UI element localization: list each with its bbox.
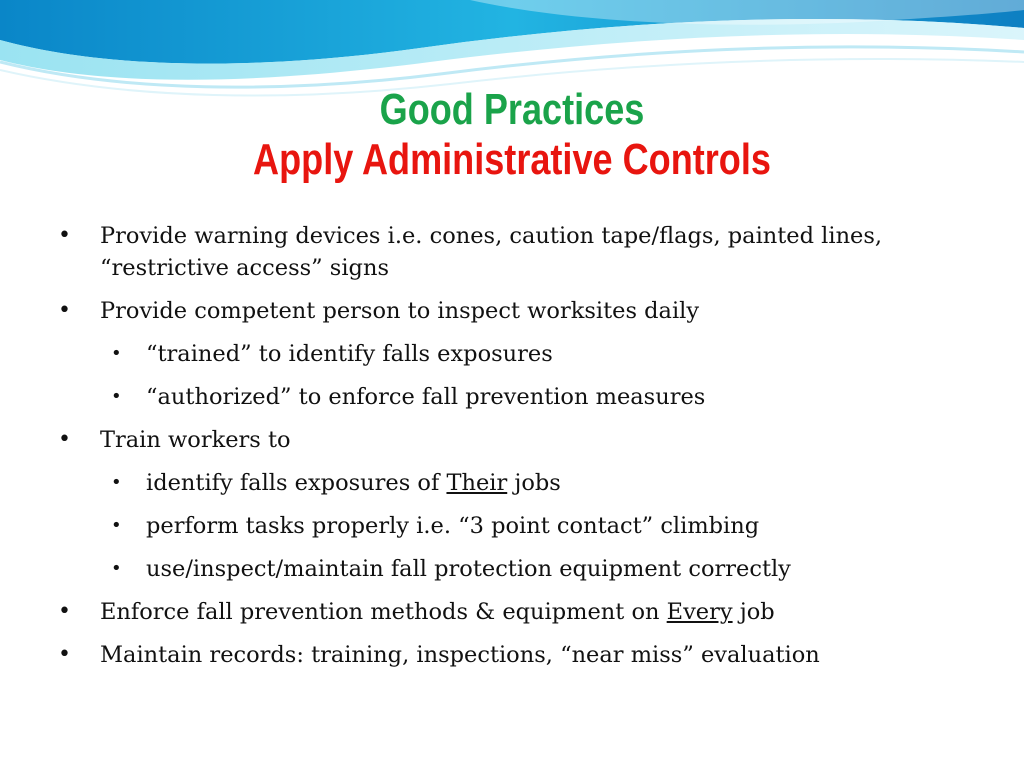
sub-bullet-item: [56, 467, 986, 499]
bullet-dot-icon: •: [111, 343, 122, 364]
bullet-text: “authorized” to enforce fall prevention measures: [146, 384, 706, 410]
bullet-item: [56, 424, 986, 456]
bullet-list: [56, 220, 986, 682]
bullet-text: identify falls exposures of: [146, 470, 447, 496]
bullet-dot-icon: •: [111, 558, 122, 579]
underlined-word: Their: [446, 470, 508, 496]
bullet-dot-icon: •: [58, 223, 71, 248]
bullet-text: Provide competent person to inspect worksites daily: [100, 298, 700, 324]
sub-bullet-item: [56, 338, 986, 370]
bullet-text: jobs: [507, 470, 561, 496]
bullet-text: job: [732, 599, 775, 625]
bullet-item: [56, 220, 986, 284]
bullet-text: Provide warning devices i.e. cones, caution tape/flags, painted lines,: [100, 223, 883, 249]
sub-bullet-item: [56, 381, 986, 413]
bullet-text-continuation: “restrictive access” signs: [100, 255, 389, 281]
bullet-text: “trained” to identify falls exposures: [146, 341, 553, 367]
underlined-word: Every: [666, 599, 733, 625]
bullet-item: [56, 596, 986, 628]
title-line-administrative-controls: Apply Administrative Controls: [253, 135, 771, 184]
title-line-good-practices: Good Practices: [379, 85, 645, 134]
sub-bullet-item: [56, 510, 986, 542]
sub-bullet-item: [56, 553, 986, 585]
bullet-dot-icon: •: [111, 472, 122, 493]
bullet-text: Train workers to: [100, 427, 291, 453]
bullet-dot-icon: •: [111, 386, 122, 407]
bullet-dot-icon: •: [111, 515, 122, 536]
bullet-dot-icon: •: [58, 298, 71, 323]
bullet-item: [56, 639, 986, 671]
slide-title: [0, 85, 1024, 185]
bullet-dot-icon: •: [58, 427, 71, 452]
bullet-item: [56, 295, 986, 327]
bullet-text: use/inspect/maintain fall protection equipment correctly: [146, 556, 791, 582]
bullet-dot-icon: •: [58, 599, 71, 624]
bullet-text: perform tasks properly i.e. “3 point contact” climbing: [146, 513, 760, 539]
bullet-text: Maintain records: training, inspections, “near miss” evaluation: [100, 642, 820, 668]
bullet-text: Enforce fall prevention methods & equipment on: [100, 599, 667, 625]
bullet-dot-icon: •: [58, 642, 71, 667]
